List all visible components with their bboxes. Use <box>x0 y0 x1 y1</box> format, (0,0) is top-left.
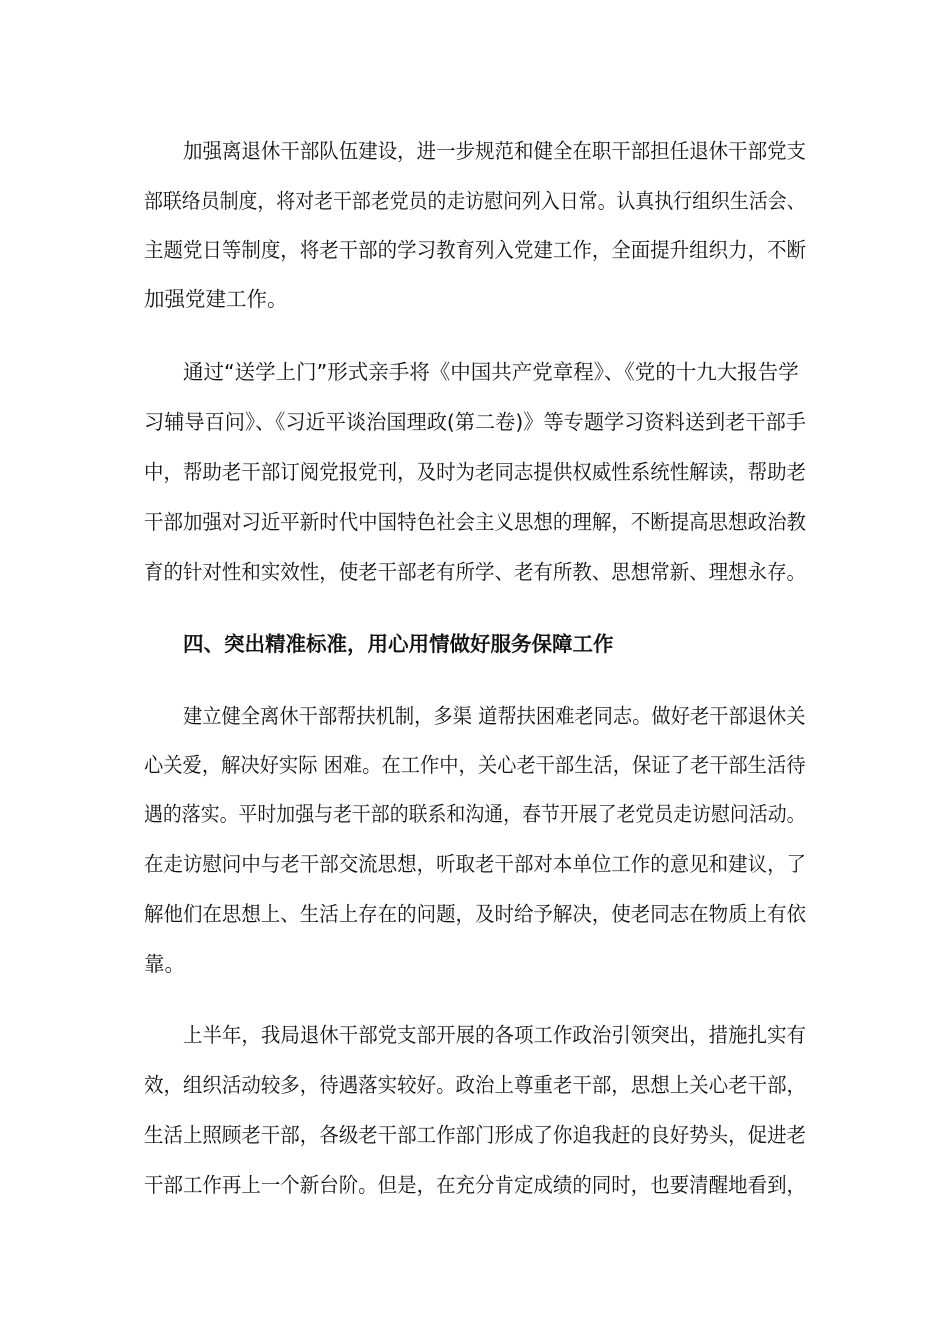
text-line: 习辅导百问》、《习近平谈治国理政(第二卷)》等专题学习资料送到老干部手 <box>144 410 806 434</box>
text-line: 加强党建工作。 <box>144 287 288 311</box>
text-line: 效，组织活动较多，待遇落实较好。政治上尊重老干部，思想上关心老干部， <box>144 1073 807 1097</box>
text-line: 中，帮助老干部订阅党报党刊，及时为老同志提供权威性系统性解读，帮助老 <box>144 460 807 484</box>
text-line: 遇的落实。平时加强与老干部的联系和沟通，春节开展了老党员走访慰问活动。 <box>144 802 806 826</box>
text-line: 部联络员制度，将对老干部老党员的走访慰问列入日常。认真执行组织生活会、 <box>144 189 806 213</box>
text-line: 主题党日等制度，将老干部的学习教育列入党建工作，全面提升组织力，不断 <box>144 238 807 262</box>
text-line: 建立健全离休干部帮扶机制，多渠 道帮扶困难老同志。做好老干部退休关 <box>183 704 806 728</box>
text-line: 靠。 <box>144 952 185 976</box>
text-line: 在走访慰问中与老干部交流思想，听取老干部对本单位工作的意见和建议，了 <box>144 852 807 876</box>
text-line: 上半年，我局退休干部党支部开展的各项工作政治引领突出，措施扎实有 <box>183 1023 807 1047</box>
text-line: 通过“送学上门”形式亲手将《中国共产党章程》、《党的十九大报告学 <box>183 360 799 384</box>
text-line: 育的针对性和实效性，使老干部老有所学、老有所教、思想常新、理想永存。 <box>144 560 807 584</box>
text-line: 加强离退休干部队伍建设，进一步规范和健全在职干部担任退休干部党支 <box>183 139 807 163</box>
heading-line: 四、突出精准标准，用心用情做好服务保障工作 <box>183 632 614 656</box>
text-line: 生活上照顾老干部，各级老干部工作部门形成了你追我赶的良好势头，促进老 <box>144 1123 807 1147</box>
text-line: 干部加强对习近平新时代中国特色社会主义思想的理解，不断提高思想政治教 <box>144 510 807 534</box>
text-line: 心关爱，解决好实际 困难。在工作中，关心老干部生活，保证了老干部生活待 <box>144 753 806 777</box>
text-line: 解他们在思想上、生活上存在的问题，及时给予解决，使老同志在物质上有依 <box>144 902 807 926</box>
text-line: 干部工作再上一个新台阶。但是，在充分肯定成绩的同时，也要清醒地看到， <box>144 1173 807 1197</box>
